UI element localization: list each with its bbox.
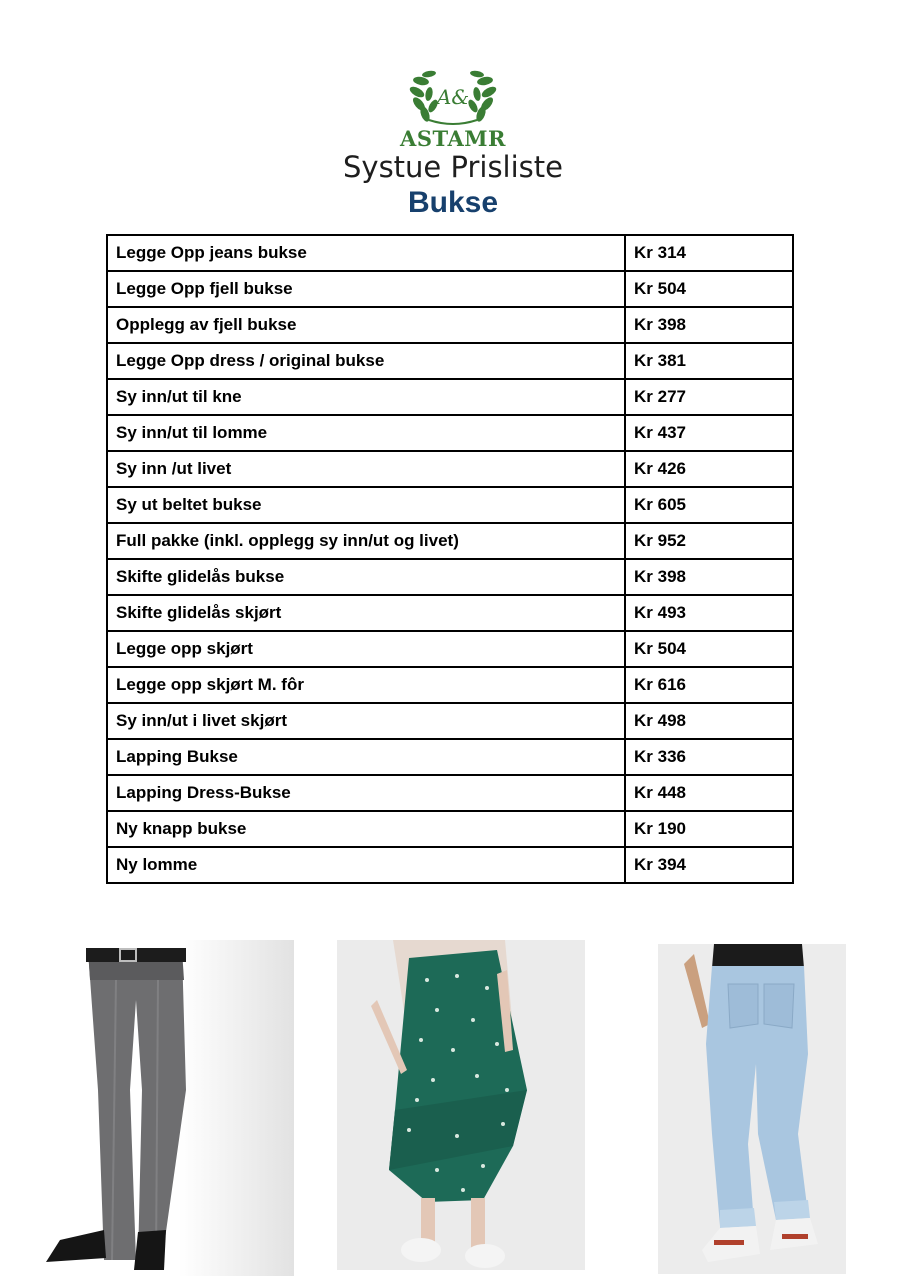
service-name-cell: Sy inn/ut til lomme — [107, 415, 625, 451]
table-row — [107, 415, 793, 451]
price-cell: Kr 504 — [625, 271, 793, 307]
service-name-cell: Sy inn/ut i livet skjørt — [107, 703, 625, 739]
table-row — [107, 739, 793, 775]
table-row — [107, 775, 793, 811]
table-row — [107, 811, 793, 847]
service-name-cell: Ny lomme — [107, 847, 625, 883]
service-name-cell: Skifte glidelås skjørt — [107, 595, 625, 631]
price-cell: Kr 394 — [625, 847, 793, 883]
service-name-cell: Lapping Dress-Bukse — [107, 775, 625, 811]
price-cell: Kr 952 — [625, 523, 793, 559]
service-name-cell: Legge opp skjørt — [107, 631, 625, 667]
page-title: Systue Prisliste — [343, 150, 563, 184]
price-cell: Kr 381 — [625, 343, 793, 379]
price-cell: Kr 493 — [625, 595, 793, 631]
table-row — [107, 559, 793, 595]
table-row — [107, 235, 793, 271]
table-row — [107, 523, 793, 559]
service-name-cell: Legge Opp jeans bukse — [107, 235, 625, 271]
service-name-cell: Opplegg av fjell bukse — [107, 307, 625, 343]
price-cell: Kr 398 — [625, 559, 793, 595]
service-name-cell: Legge Opp fjell bukse — [107, 271, 625, 307]
service-name-cell: Lapping Bukse — [107, 739, 625, 775]
service-name-cell: Full pakke (inkl. opplegg sy inn/ut og livet) — [107, 523, 625, 559]
price-cell: Kr 190 — [625, 811, 793, 847]
service-name-cell: Sy inn /ut livet — [107, 451, 625, 487]
table-row — [107, 379, 793, 415]
price-cell: Kr 277 — [625, 379, 793, 415]
table-row — [107, 451, 793, 487]
table-row — [107, 595, 793, 631]
table-row — [107, 703, 793, 739]
light-blue-jeans-photo — [658, 944, 846, 1274]
price-cell: Kr 448 — [625, 775, 793, 811]
table-row — [107, 847, 793, 883]
price-cell: Kr 504 — [625, 631, 793, 667]
logo-monogram: A& — [436, 85, 470, 109]
table-row — [107, 487, 793, 523]
service-name-cell: Legge opp skjørt M. fôr — [107, 667, 625, 703]
section-title: Bukse — [407, 186, 499, 219]
table-row — [107, 271, 793, 307]
service-name-cell: Skifte glidelås bukse — [107, 559, 625, 595]
service-name-cell: Legge Opp dress / original bukse — [107, 343, 625, 379]
table-row — [107, 631, 793, 667]
table-row — [107, 343, 793, 379]
service-name-cell: Ny knapp bukse — [107, 811, 625, 847]
green-floral-ruffle-skirt-photo — [337, 940, 585, 1270]
price-table-body — [107, 235, 793, 883]
service-name-cell: Sy inn/ut til kne — [107, 379, 625, 415]
price-cell: Kr 616 — [625, 667, 793, 703]
price-cell: Kr 426 — [625, 451, 793, 487]
price-table — [106, 234, 794, 884]
table-row — [107, 307, 793, 343]
service-name-cell: Sy ut beltet bukse — [107, 487, 625, 523]
price-cell: Kr 498 — [625, 703, 793, 739]
price-cell: Kr 437 — [625, 415, 793, 451]
price-cell: Kr 336 — [625, 739, 793, 775]
brand-name: ASTAMR — [400, 126, 506, 151]
price-cell: Kr 314 — [625, 235, 793, 271]
price-cell: Kr 398 — [625, 307, 793, 343]
price-cell: Kr 605 — [625, 487, 793, 523]
grey-dress-trousers-photo — [38, 940, 294, 1276]
table-row — [107, 667, 793, 703]
